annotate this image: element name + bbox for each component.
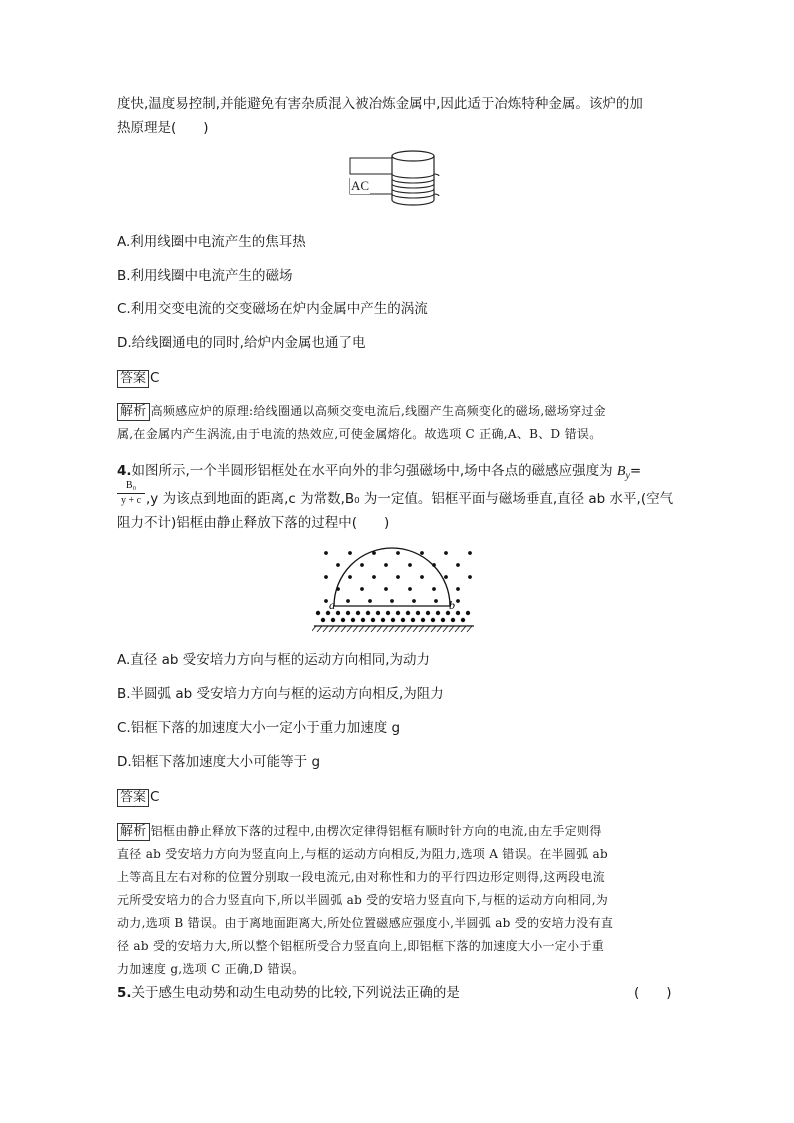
q5-stem-text: 关于感生电动势和动生电动势的比较,下列说法正确的是 [131,985,460,1001]
hatch-line [401,626,406,632]
question-number: 4. [117,463,132,479]
field-dot [366,611,370,615]
hatch-line [407,626,412,632]
analysis-tag: 解析 [117,823,150,841]
field-dot [324,575,328,579]
hatch-line [443,626,448,632]
field-dot [396,575,400,579]
q4-analysis-line-3: 上等高且左右对称的位置分别取一段电流元,由对称性和力的平行四边形定则得,这两段电流 [117,870,605,884]
field-dot [431,618,435,622]
field-dot [451,618,455,622]
q3-option-b: B.利用线圈中电流产生的磁场 [117,268,293,284]
hatch-line [383,626,388,632]
field-dot [396,611,400,615]
field-dot [346,599,350,603]
field-dot [371,618,375,622]
hatch-line [431,626,436,632]
hatch-line [413,626,418,632]
label-a: a [329,598,335,612]
fraction-denominator: y + c [120,495,142,506]
field-dot [336,563,340,567]
field-dot [331,618,335,622]
hatch-line [437,626,442,632]
field-dot [401,618,405,622]
equals-sign: = [629,463,642,479]
field-dot [466,611,470,615]
field-dot [468,551,472,555]
analysis-text: 铝框由静止释放下落的过程中,由楞次定律得铝框有顺时针方向的电流,由左手定则得 [150,824,602,838]
q5-stem [117,983,460,1003]
field-dot [390,599,394,603]
answer-tag: 答案 [117,370,149,388]
field-dot [376,611,380,615]
field-dot [408,563,412,567]
hatch-line [335,626,340,632]
hatch-line [425,626,430,632]
hatch-line [395,626,400,632]
field-dot [356,611,360,615]
hatch-line [317,626,322,632]
field-dot [361,618,365,622]
field-dot [456,563,460,567]
field-dot [461,618,465,622]
field-dot [384,587,388,591]
analysis-text: 高频感应炉的原理:给线圈通以高频交变电流后,线圈产生高频变化的磁场,磁场穿过金 [150,404,606,418]
field-dot [386,611,390,615]
hatch-line [312,626,316,632]
q3-option-d: D.给线圈通电的同时,给炉内金属也通了电 [117,335,366,351]
field-dot [324,599,328,603]
field-dot [444,551,448,555]
field-dot [411,618,415,622]
answer-value: C [150,789,160,805]
field-dot [420,551,424,555]
q4-stem-line-2: ,y 为该点到地面的距离,c 为常数,B₀ 为一定值。铝框平面与磁场垂直,直径 ab 水平,(空气 [146,491,674,507]
q5-answer-blank: ( ) [634,985,672,1001]
field-dot [420,575,424,579]
question-number: 5. [117,985,132,1001]
field-dot [341,618,345,622]
q4-analysis-line-1 [117,820,679,842]
field-dot [360,563,364,567]
field-dot [432,587,436,591]
q4-stem-text: 如图所示,一个半圆形铝框处在水平向外的非匀强磁场中,场中各点的磁感应强度为 [131,463,617,479]
field-dot [360,587,364,591]
field-dot [436,611,440,615]
field-dot [441,618,445,622]
field-fraction [117,480,145,507]
hatch-line [365,626,370,632]
field-dot [346,611,350,615]
b-symbol: B [616,464,626,479]
q3-stem-line-2: 热原理是( ) [117,120,209,136]
field-dot [456,611,460,615]
q4-option-c: C.铝框下落的加速度大小一定小于重力加速度 g [117,720,401,736]
lead-wire [350,158,392,174]
hatch-line [389,626,394,632]
field-dot [396,551,400,555]
q4-analysis-line-6: 径 ab 受的安培力大,所以整个铝框所受合力竖直向上,即铝框下落的加速度大小一定小于重 [117,939,604,953]
field-dot [348,551,352,555]
q4-analysis-line-5: 动力,选项 B 错误。由于离地面距离大,所处位置磁感应强度小,半圆弧 ab 受的安培力没有直 [117,916,614,930]
hatch-line [323,626,328,632]
hatch-line [329,626,334,632]
hatch-line [341,626,346,632]
hatch-line [359,626,364,632]
field-dot [381,618,385,622]
field-dot [368,599,372,603]
field-dot [324,551,328,555]
hatch-line [419,626,424,632]
field-dot [408,587,412,591]
hatch-line [347,626,352,632]
field-dot [421,618,425,622]
hatch-line [353,626,358,632]
q4-analysis-line-2: 直径 ab 受安培力方向为竖直向上,与框的运动方向相反,为阻力,选项 A 错误。在半圆弧 ab [117,847,608,861]
b-subscript: y [625,470,630,482]
field-dot [468,575,472,579]
fraction-bar [117,493,145,494]
field-dot [416,611,420,615]
q4-option-d: D.铝框下落加速度大小可能等于 g [117,754,321,770]
analysis-tag: 解析 [117,403,150,421]
field-dot [351,618,355,622]
q3-answer [117,368,159,388]
field-dot [321,618,325,622]
field-dot [372,575,376,579]
q3-analysis-line-1 [117,400,679,422]
hatch-line [377,626,382,632]
field-dot [391,618,395,622]
ac-source-label: AC [351,178,370,193]
q4-answer [117,787,159,807]
hatch-line [371,626,376,632]
hatch-line [449,626,454,632]
q4-stem-line-3: 阻力不计)铝框由静止释放下落的过程中( ) [117,515,390,531]
field-dot [384,563,388,567]
q4-analysis-line-7: 力加速度 g,选项 C 正确,D 错误。 [117,962,305,976]
hatch-line [467,626,472,632]
q4-option-b: B.半圆弧 ab 受安培力方向与框的运动方向相反,为阻力 [117,686,444,702]
answer-tag: 答案 [117,789,149,807]
hatch-line [461,626,466,632]
field-dot [456,599,460,603]
field-dot [434,599,438,603]
q3-analysis-line-2: 属,在金属内产生涡流,由于电流的热效应,可使金属熔化。故选项 C 正确,A、B、D 错误。 [117,427,602,441]
hatch-line [455,626,460,632]
answer-value: C [150,370,160,386]
field-dot [406,611,410,615]
q3-stem-line-1: 度快,温度易控制,并能避免有害杂质混入被冶炼金属中,因此适于冶炼特种金属。该炉的加 [117,96,643,112]
q4-analysis-line-4: 元所受安培力的合力竖直向下,所以半圆弧 ab 受的安培力竖直向下,与框的运动方向相同,为 [117,893,609,907]
field-dot [336,611,340,615]
field-dot [444,575,448,579]
semicircle-frame-figure [312,543,482,635]
field-dot [412,599,416,603]
q4-stem-line-1 [117,461,641,487]
label-b: b [449,598,455,612]
fraction-numerator: B₀ [125,480,137,491]
field-dot [348,575,352,579]
q3-option-a: A.利用线圈中电流产生的焦耳热 [117,234,306,250]
q4-option-a: A.直径 ab 受安培力方向与框的运动方向相同,为动力 [117,652,431,668]
field-dot [316,611,320,615]
ground-hatching [312,626,472,632]
field-dot [456,587,460,591]
field-dot [426,611,430,615]
q3-option-c: C.利用交变电流的交变磁场在炉内金属中产生的涡流 [117,301,428,317]
